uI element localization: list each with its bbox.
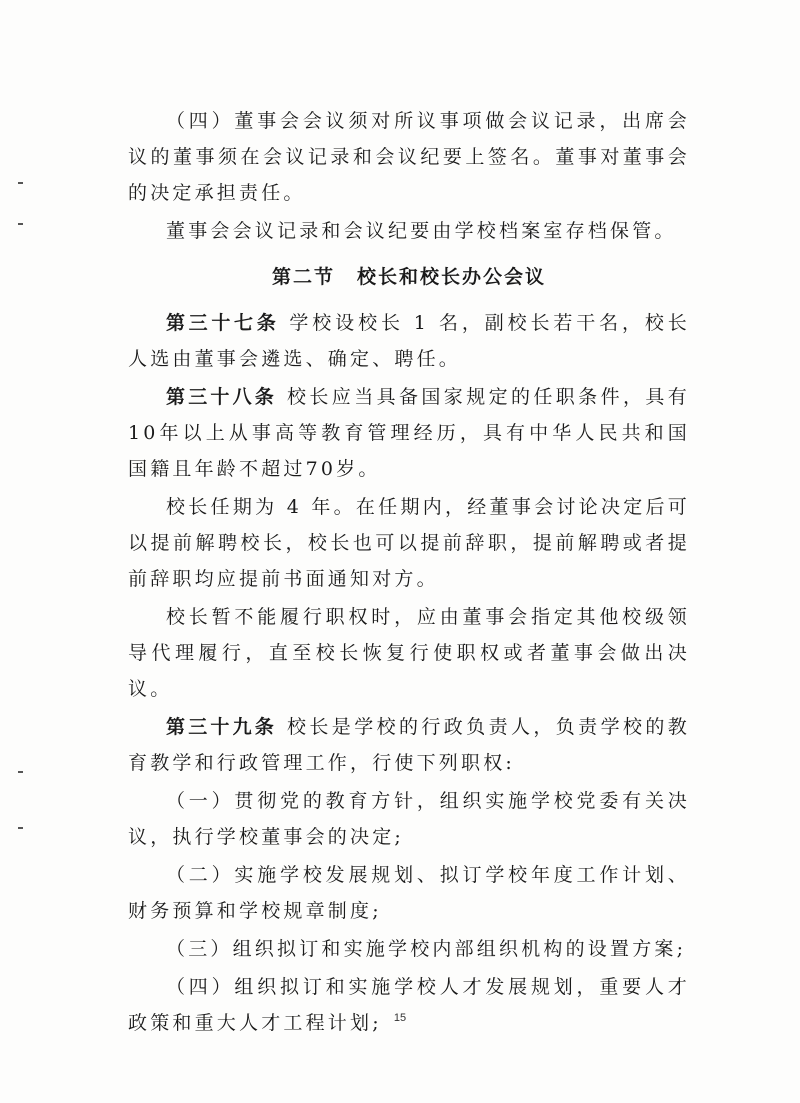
- paragraph-term: 校长任期为 4 年。在任期内，经董事会讨论决定后可以提前解聘校长，校长也可以提前辞职，提前解聘或者提前辞职均应提前书面通知对方。: [128, 496, 690, 590]
- document-body: [128, 103, 690, 1041]
- article-text: 校长是学校的行政负责人，负责学校的教育教学和行政管理工作，行使下列职权:: [128, 716, 690, 774]
- scan-speck: [18, 827, 23, 829]
- list-item: （二）实施学校发展规划、拟订学校年度工作计划、财务预算和学校规章制度;: [128, 864, 690, 922]
- scan-speck: [18, 223, 23, 225]
- section-title: 校长和校长办公会议: [357, 266, 547, 288]
- article-label: 第三十七条: [166, 312, 280, 334]
- article-label: 第三十八条: [166, 386, 277, 408]
- article-39: [128, 709, 690, 781]
- scan-speck: [18, 182, 23, 184]
- list-item: （四）组织拟订和实施学校人才发展规划，重要人才政策和重大人才工程计划;: [128, 976, 690, 1034]
- page-number: 15: [393, 1012, 407, 1024]
- article-38: [128, 379, 690, 487]
- article-text: 学校设校长 1 名，副校长若干名，校长人选由董事会遴选、确定、聘任。: [128, 312, 690, 370]
- paragraph-acting: 校长暂不能履行职权时，应由董事会指定其他校级领导代理履行，直至校长恢复行使职权或者董事会做出决议。: [128, 606, 690, 700]
- section-heading: [128, 259, 690, 295]
- section-number: 第二节: [271, 266, 335, 288]
- article-label: 第三十九条: [166, 716, 277, 738]
- scan-speck: [18, 771, 23, 773]
- paragraph-archive: 董事会会议记录和会议纪要由学校档案室存档保管。: [166, 220, 677, 242]
- list-item: （一）贯彻党的教育方针，组织实施学校党委有关决议，执行学校董事会的决定;: [128, 790, 690, 848]
- list-item: （三）组织拟订和实施学校内部组织机构的设置方案;: [166, 938, 687, 960]
- paragraph-board-minutes: （四）董事会会议须对所议事项做会议记录，出席会议的董事须在会议记录和会议纪要上签名。董事对董事会的决定承担责任。: [128, 110, 690, 204]
- article-37: [128, 305, 690, 377]
- article-text: 校长应当具备国家规定的任职条件，具有10年以上从事高等教育管理经历，具有中华人民共和国国籍且年龄不超过70岁。: [128, 386, 690, 480]
